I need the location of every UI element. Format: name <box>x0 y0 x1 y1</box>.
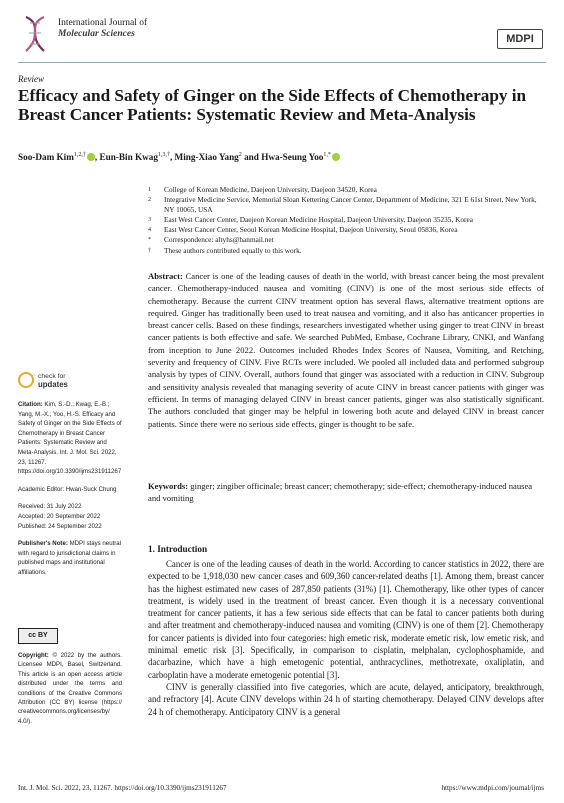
affiliation-text: Integrative Medicine Service, Memorial Sloan Kettering Cancer Center, Department of Medicine, 321 E 61st Street, New York, NY 10065, USA <box>164 195 537 215</box>
footer-citation[interactable]: Int. J. Mol. Sci. 2022, 23, 11267. https://doi.org/10.3390/ijms231911267 <box>18 784 227 792</box>
academic-editor: Academic Editor: Hwan-Suck Chung <box>18 485 117 493</box>
abstract-label: Abstract: <box>148 271 183 281</box>
author-affil-marker: 1,2,† <box>73 152 86 158</box>
affiliation-item <box>148 185 548 195</box>
author-affil-marker: 1,3,† <box>157 152 170 158</box>
journal-name-line1: International Journal of <box>58 18 148 28</box>
affiliation-number: 4 <box>148 227 151 234</box>
journal-name-line2: Molecular Sciences <box>58 29 135 39</box>
affiliations <box>148 185 548 256</box>
publisher-note <box>18 539 122 577</box>
author-name[interactable]: Soo-Dam Kim <box>18 152 74 163</box>
check-updates-line2: updates <box>38 379 68 389</box>
introduction-body <box>148 558 544 718</box>
author-name[interactable]: Hwa-Seung Yoo <box>261 152 324 163</box>
equal-contribution-text: These authors contributed equally to this work. <box>164 245 302 255</box>
affiliation-number: 2 <box>148 197 151 204</box>
cc-license-icon[interactable]: cc BY <box>18 628 58 644</box>
affiliation-number: † <box>148 247 151 254</box>
check-for-updates-button[interactable] <box>38 373 68 389</box>
paragraph: CINV is generally classified into five categories, which are acute, delayed, anticipatory, breakthrough, and refractory [4]. Acute CINV develops within 24 h of starting chemotherapy. Delayed CINV develops after 24 h of chemotherapy. Anticipatory CINV is a general <box>148 681 544 717</box>
date-published: Published: 24 September 2022 <box>18 522 102 530</box>
affiliation-number: 3 <box>148 217 151 224</box>
keywords-label: Keywords: <box>148 481 189 491</box>
author-name[interactable]: Eun-Bin Kwag <box>99 152 158 163</box>
orcid-icon[interactable] <box>332 153 340 161</box>
orcid-icon[interactable] <box>87 153 95 161</box>
citation <box>18 400 122 477</box>
affiliation-text: East West Cancer Center, Seoul Korean Medicine Hospital, Daejeon University, Seoul 05836, Korea <box>164 225 458 235</box>
affiliation-item <box>148 225 548 235</box>
copyright-text: © 2022 by the authors. Licensee MDPI, Basel, Switzerland. This article is an open access article distributed under the terms and conditions of the Creative Commons Attribution (CC BY) license (https:// creativecommons.org/licenses/by/ 4.0/). <box>18 652 122 725</box>
affiliation-number: * <box>148 237 151 244</box>
check-updates-line1: check for <box>38 373 66 380</box>
header-divider <box>18 62 546 63</box>
article-info-sidebar <box>18 400 122 586</box>
copyright-label: Copyright: <box>18 652 49 659</box>
publisher-logo[interactable]: MDPI <box>497 29 543 49</box>
article-title: Efficacy and Safety of Ginger on the Side Effects of Chemotherapy in Breast Cancer Patients: Systematic Review and Meta-Analysis <box>18 86 527 125</box>
keywords-text: ginger; zingiber officinale; breast cancer; chemotherapy; side-effect; chemotherapy-induced nausea and vomiting <box>148 481 533 504</box>
equal-contribution-note <box>148 246 548 256</box>
paragraph: Cancer is one of the leading causes of death in the world. According to cancer statistics in 2022, there are expected to be 1,918,030 new cancer cases and 609,360 cancer-related deaths [1]. Among them, breast cancer has the highest estimated new cases of 287,850 patients (31%) [1]. Chemotherapy, like other types of cancer treatment, is widely used in the treatment of breast cancer. Even though it is a necessary conventional treatment for cancer patients, it has a few serious side effects that can be fatal to cancer patients both during and after treatment and chemotherapy-induced nausea and vomiting (CINV) is one of them [2]. Chemotherapy for cancer patients is divided into four categories: high emetic risk, moderate emetic risk, low emetic risk, and minimal emetic risk [3]. Specifically, in comparison to cisplatin, melphalan, cyclophosphamide, and dacarbazine, which have a high emetogenic potential, anthracyclines, methotrexate, oxaliplatin, and carboplatin have a moderate emetogenic potential [3]. <box>148 559 544 680</box>
citation-label: Citation: <box>18 401 43 408</box>
journal-logo-icon <box>18 15 52 53</box>
date-accepted: Accepted: 20 September 2022 <box>18 512 101 520</box>
abstract <box>148 270 544 430</box>
article-type: Review <box>18 74 44 84</box>
citation-text: Kim, S.-D.; Kwag, E.-B.; Yang, M.-X.; Yoo, H.-S. Efficacy and Safety of Ginger on the Side Effects of Chemotherapy in Breast Cancer Patients: Systematic Review and Meta-Analysis. Int. J. Mol. Sci. 2022, 23, 11267. https://doi.org/10.3390/ijms231911267 <box>18 401 122 476</box>
dates <box>18 502 122 531</box>
keywords <box>148 480 544 505</box>
affiliation-text: East West Cancer Center, Daejeon Korean Medicine Hospital, Daejeon University, Daejeon 35235, Korea <box>164 215 473 225</box>
affiliation-item <box>148 215 548 225</box>
publisher-note-label: Publisher's Note: <box>18 540 68 548</box>
abstract-text: Cancer is one of the leading causes of death in the world, with breast cancer being the most prevalent cancer. Chemotherapy-induced nausea and vomiting (CINV) is one of the most serious side effects of chemotherapy. Because the current CINV treatment option has several flaws, alternative treatment options are required. Ginger has traditionally been used to treat nausea and vomiting, and it also has anticancer properties in breast cancer cells. Based on these findings, researchers investigated whether using ginger to treat CINV in breast cancer patients is both effective and safe. We searched PubMed, Embase, Cochrane Library, CNKI, and Wanfang from inception to June 2022. Outcomes included Rhodes Index Scores of Nausea, Vomiting, and Retching, severity and frequency of CINV. Five RCTs were included. We pooled all included data and performed subgroup analysis by types of CINV. Overall, authors found that ginger was associated with a reduction in CINV. Subgroup and sensitivity analysis revealed that managing severity of acute CINV in breast cancer patients with ginger was efficient. In terms of managing delayed CINV in breast cancer patients, ginger was also statistically significant. The authors concluded that ginger may be helpful in lowering both acute and delayed CINV in breast cancer patients. Since there were no serious side effects, ginger is thought to be safe. <box>148 271 544 429</box>
journal-name <box>58 18 147 40</box>
correspondence[interactable] <box>148 235 548 245</box>
check-updates-icon[interactable] <box>18 372 34 388</box>
section-heading-introduction: 1. Introduction <box>148 544 208 554</box>
copyright <box>18 651 122 726</box>
footer-journal-url[interactable]: https://www.mdpi.com/journal/ijms <box>441 784 544 792</box>
author-name[interactable]: Ming-Xiao Yang <box>174 152 239 163</box>
affiliation-text: College of Korean Medicine, Daejeon University, Daejeon 34520, Korea <box>164 185 377 194</box>
affiliation-item <box>148 195 548 215</box>
correspondence-text: Correspondence: altyhs@hanmail.net <box>164 235 274 245</box>
author-affil-marker: 2 <box>238 152 242 158</box>
author-affil-marker: 1,* <box>323 152 331 158</box>
author-list: Soo-Dam Kim$^{1,2,\dagger}$ , Eun-Bin Kwag$^{1,3,\dagger}$, Ming-Xiao Yang$^2$ and Hwa-Seung Yoo$^{1,*}$ <box>18 152 340 162</box>
publisher-note-text: MDPI stays neutral with regard to jurisdictional claims in published maps and institutional affiliations. <box>18 540 122 576</box>
affiliation-number: 1 <box>148 187 151 193</box>
date-received: Received: 31 July 2022 <box>18 503 82 511</box>
